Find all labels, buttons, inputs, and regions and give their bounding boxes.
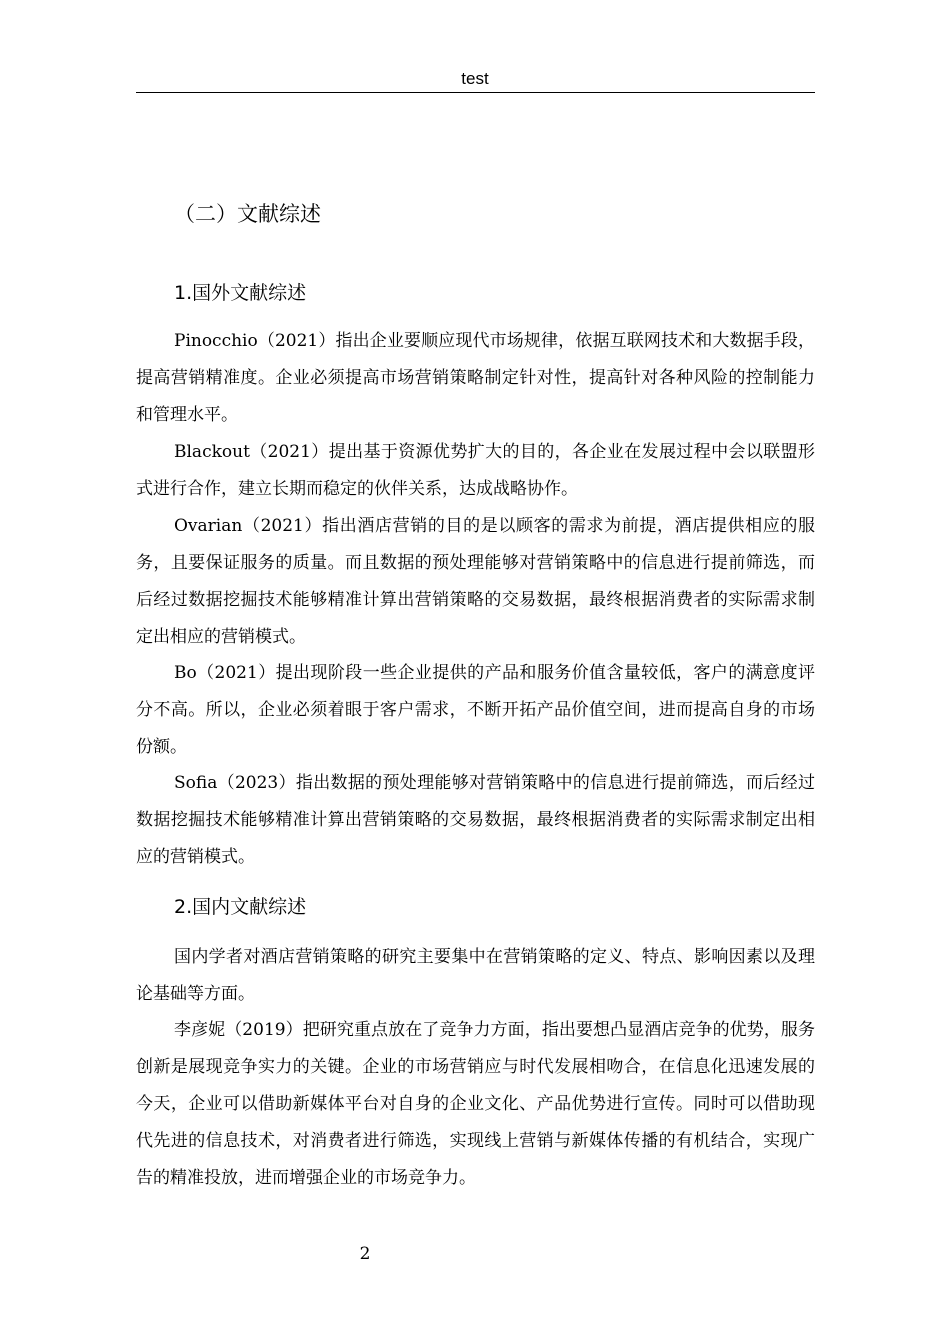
paragraph: Pinocchio（2021）指出企业要顺应现代市场规律，依据互联网技术和大数据手段，提高营销精准度。企业必须提高市场营销策略制定针对性，提高针对各种风险的控制能力和管理水平。	[136, 331, 815, 425]
paragraph: Sofia（2023）指出数据的预处理能够对营销策略中的信息进行提前筛选，而后经过数据挖掘技术能够精准计算出营销策略的交易数据，最终根据消费者的实际需求制定出相应的营销模式。	[136, 773, 815, 867]
section-title: （二）文献综述	[174, 202, 321, 226]
paragraph: 国内学者对酒店营销策略的研究主要集中在营销策略的定义、特点、影响因素以及理论基础等方面。	[136, 947, 815, 1004]
subsection-title-foreign: 1.国外文献综述	[174, 282, 307, 304]
paragraph: 李彦妮（2019）把研究重点放在了竞争力方面，指出要想凸显酒店竞争的优势，服务创新是展现竞争实力的关键。企业的市场营销应与时代发展相吻合，在信息化迅速发展的今天，企业可以借助新媒体平台对自身的企业文化、产品优势进行宣传。同时可以借助现代先进的信息技术，对消费者进行筛选，实现线上营销与新媒体传播的有机结合，实现广告的精准投放，进而增强企业的市场竞争力。	[136, 1020, 815, 1188]
paragraph: Bo（2021）提出现阶段一些企业提供的产品和服务价值含量较低，客户的满意度评分不高。所以，企业必须着眼于客户需求，不断开拓产品价值空间，进而提高自身的市场份额。	[136, 663, 815, 757]
page-number: 2	[359, 1244, 371, 1264]
paragraph: Ovarian（2021）指出酒店营销的目的是以顾客的需求为前提，酒店提供相应的服务，且要保证服务的质量。而且数据的预处理能够对营销策略中的信息进行提前筛选，而后经过数据挖掘技术能够精准计算出营销策略的交易数据，最终根据消费者的实际需求制定出相应的营销模式。	[136, 516, 815, 647]
header-divider	[136, 92, 815, 93]
page-header: test	[461, 69, 489, 88]
paragraph: Blackout（2021）提出基于资源优势扩大的目的，各企业在发展过程中会以联盟形式进行合作，建立长期而稳定的伙伴关系，达成战略协作。	[136, 442, 815, 499]
subsection-title-domestic: 2.国内文献综述	[174, 896, 307, 918]
